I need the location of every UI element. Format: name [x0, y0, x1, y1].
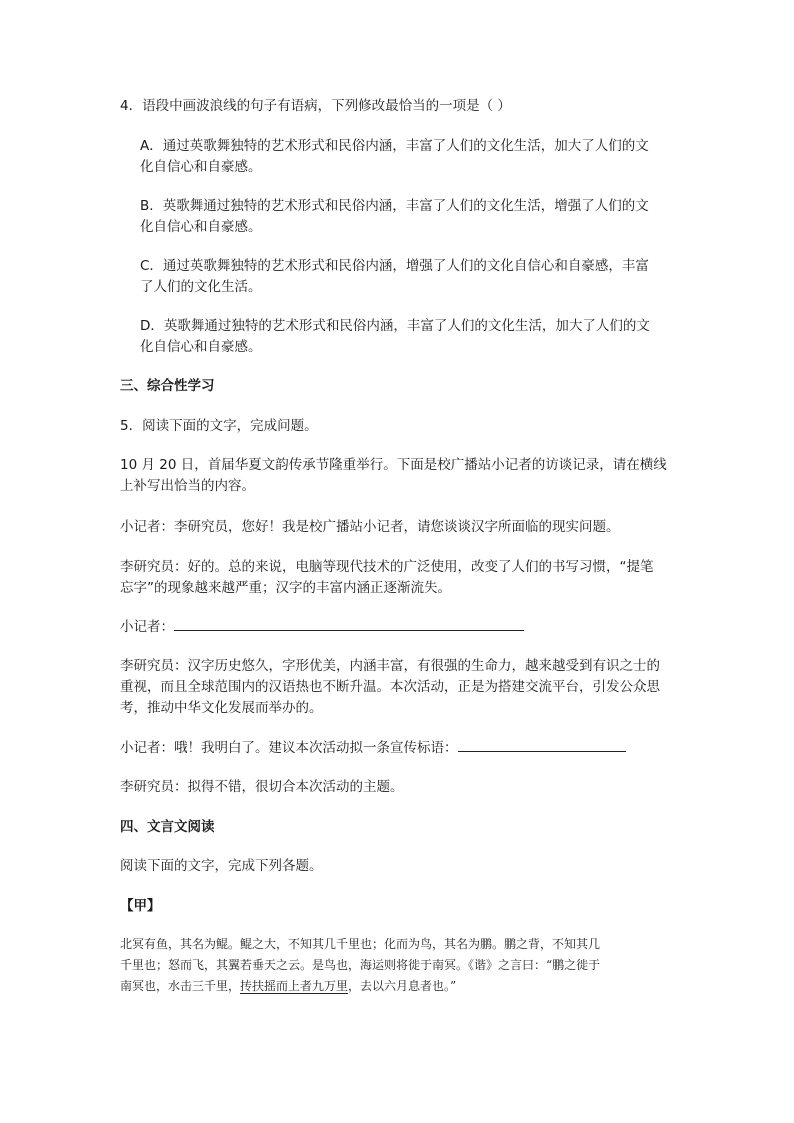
underlined-sentence: 抟扶摇而上者九万里: [240, 979, 349, 993]
passage-line1: 北冥有鱼，其名为鲲。鲲之大，不知其几千里也；化而为鸟，其名为鹏。鹏之背，不知其几: [120, 937, 601, 951]
researcher-1-line1: 李研究员：好的。总的来说，电脑等现代技术的广泛使用，改变了人们的书写习惯，“提笔: [120, 559, 654, 575]
intro-line2: 上补写出恰当的内容。: [120, 478, 255, 494]
dialogue-reporter-2: [120, 617, 680, 638]
q4-option-b[interactable]: [140, 196, 680, 238]
dialogue-researcher-1: [120, 557, 680, 599]
passage-label: 【甲】: [120, 898, 161, 914]
option-c-line2: 了人们的文化生活。: [140, 279, 262, 295]
option-d-line1: D．英歌舞通过独特的艺术形式和民俗内涵，丰富了人们的文化生活，加大了人们的文: [140, 318, 650, 334]
q4-option-a[interactable]: [140, 136, 680, 178]
q5-intro: [120, 455, 680, 497]
passage-line3: [120, 976, 680, 997]
dialogue-reporter-1: 小记者：李研究员，您好！我是校广播站小记者，请您谈谈汉字所面临的现实问题。: [120, 519, 620, 535]
dialogue-reporter-3: [120, 738, 680, 759]
dialogue-researcher-3: 李研究员：拟得不错，很切合本次活动的主题。: [120, 779, 404, 795]
passage-line3-end: ，去以六月息者也。”: [348, 979, 457, 993]
q5-stem: 5．阅读下面的文字，完成问题。: [120, 418, 318, 434]
dialogue-researcher-2: [120, 656, 680, 719]
reporter-3-text: 小记者：哦！我明白了。建议本次活动拟一条宣传标语：: [120, 740, 458, 756]
answer-blank-1[interactable]: [174, 617, 524, 631]
q4-stem: 4．语段中画波浪线的句子有语病，下列修改最恰当的一项是（ ）: [120, 98, 511, 114]
answer-blank-2[interactable]: [458, 738, 626, 752]
option-b-line2: 化自信心和自豪感。: [140, 219, 262, 235]
reporter-2-label: 小记者：: [120, 619, 174, 635]
option-a-line2: 化自信心和自豪感。: [140, 159, 262, 175]
classical-passage: [120, 934, 680, 997]
q4-option-c[interactable]: [140, 256, 680, 298]
section3-heading: 三、综合性学习: [120, 378, 215, 394]
passage-line3-start: 南冥也，水击三千里，: [120, 979, 241, 993]
researcher-2-line1: 李研究员：汉字历史悠久，字形优美，内涵丰富，有很强的生命力，越来越受到有识之士的: [120, 658, 660, 674]
researcher-2-line3: 考，推动中华文化发展而举办的。: [120, 700, 323, 716]
section4-heading: 四、文言文阅读: [120, 819, 215, 835]
option-b-line1: B．英歌舞通过独特的艺术形式和民俗内涵，丰富了人们的文化生活，增强了人们的文: [140, 198, 649, 214]
q4-option-d[interactable]: [140, 316, 680, 358]
researcher-1-line2: 忘字”的现象越来越严重；汉字的丰富内涵正逐渐流失。: [120, 580, 451, 596]
researcher-2-line2: 重视，而且全球范围内的汉语热也不断升温。本次活动，正是为搭建交流平台，引发公众思: [120, 679, 660, 695]
section4-instruction: 阅读下面的文字，完成下列各题。: [120, 858, 323, 874]
option-a-line1: A．通过英歌舞独特的艺术形式和民俗内涵，丰富了人们的文化生活，加大了人们的文: [140, 138, 649, 154]
passage-line2: 千里也；怒而飞，其翼若垂天之云。是鸟也，海运则将徙于南冥。《谐》之言曰：“鹏之徙于: [120, 958, 601, 972]
option-d-line2: 化自信心和自豪感。: [140, 339, 262, 355]
option-c-line1: C．通过英歌舞独特的艺术形式和民俗内涵，增强了人们的文化自信心和自豪感，丰富: [140, 258, 649, 274]
intro-line1: 10 月 20 日，首届华夏文韵传承节隆重举行。下面是校广播站小记者的访谈记录，请在横线: [120, 457, 667, 473]
